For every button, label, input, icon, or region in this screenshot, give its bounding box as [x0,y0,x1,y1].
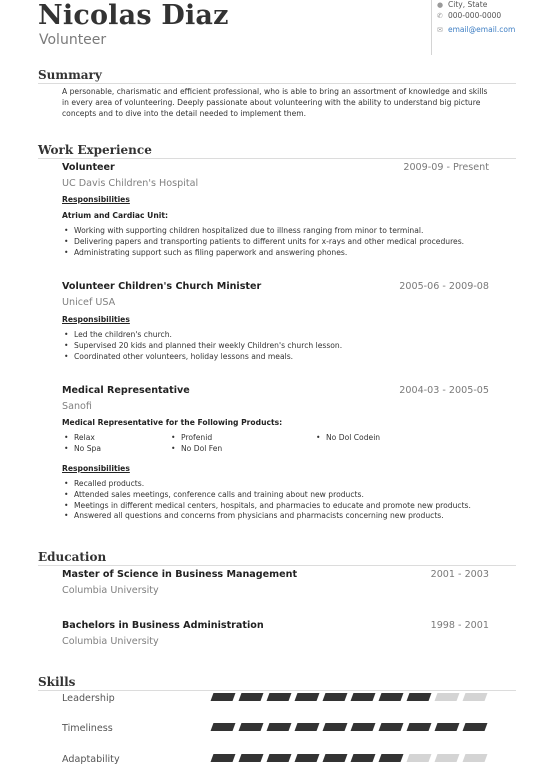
work-heading: Work Experience [38,143,152,157]
responsibilities-label: Responsibilities [62,464,130,473]
rating-segment-filled [295,723,320,731]
job-title: Volunteer Children's Church Minister [62,281,262,292]
job-employer: Sanofi [62,401,92,412]
job-title: Volunteer [62,162,115,173]
job-subheading: Atrium and Cardiac Unit: [62,211,169,220]
skill-rating-bar [212,693,492,702]
list-item: • Meetings in different medical centers, hospitals, and pharmacies to educate and promote new products. [62,501,492,512]
list-item: • Attended sales meetings, conference calls and training about new products. [62,490,492,501]
product-item: • Relax [62,433,95,444]
rating-segment-filled [379,754,404,762]
list-item: • Answered all questions and concerns from physicians and pharmacists concerning new products. [62,511,492,522]
responsibilities-label: Responsibilities [62,195,130,204]
rating-segment-empty [435,754,460,762]
skill-rating-bar [212,723,492,732]
skill-label: Timeliness [62,723,113,734]
rating-segment-filled [211,754,236,762]
rating-segment-filled [379,693,404,701]
candidate-role: Volunteer [39,32,107,48]
summary-text: A personable, charismatic and efficient professional, who is able to bring an assortment of knowledge and skills in every area of volunteering. Deeply passionate about volunteering with the ability to understand big picture concepts and to dive into the detail needed to implement them. [62,87,488,118]
rating-segment-filled [407,693,432,701]
rating-segment-filled [267,693,292,701]
rating-segment-filled [463,723,488,731]
phone-text: 000-000-0000 [448,11,502,20]
rating-segment-filled [211,723,236,731]
rating-segment-filled [351,754,376,762]
rating-segment-filled [435,723,460,731]
job-dates: 2005-06 - 2009-08 [399,281,489,292]
job-subheading: Medical Representative for the Following Products: [62,418,283,427]
job-employer: UC Davis Children's Hospital [62,178,199,189]
list-item: • Led the children's church. [62,330,492,341]
summary-divider [38,83,516,84]
rating-segment-filled [239,754,264,762]
rating-segment-filled [323,693,348,701]
list-item: • Delivering papers and transporting patients to different units for x-rays and other medical procedures. [62,237,492,248]
rating-segment-empty [407,754,432,762]
education-heading: Education [38,550,107,564]
work-divider [38,158,516,159]
responsibilities-label: Responsibilities [62,315,130,324]
email-link[interactable]: email@email.com [448,25,516,34]
contact-block [431,0,546,55]
skill-label: Adaptability [62,754,120,765]
product-item: • Profenid [169,433,212,444]
product-item: • No Dol Fen [169,444,222,455]
job-employer: Unicef USA [62,297,116,308]
rating-segment-filled [295,754,320,762]
product-item: • No Dol Codein [314,433,380,444]
rating-segment-filled [351,693,376,701]
phone-icon: ✆ [437,12,443,20]
rating-segment-filled [351,723,376,731]
skill-rating-bar [212,754,492,763]
job-dates: 2009-09 - Present [403,162,489,173]
list-item: • Supervised 20 kids and planned their weekly Children's church lesson. [62,341,492,352]
rating-segment-filled [323,754,348,762]
degree-title: Bachelors in Business Administration [62,620,264,631]
degree-dates: 2001 - 2003 [430,569,489,580]
product-item: • No Spa [62,444,101,455]
rating-segment-filled [267,754,292,762]
contact-email[interactable] [436,24,546,36]
job-bullets [62,479,492,522]
skills-heading: Skills [38,675,76,689]
job-bullets [62,330,492,362]
skills-divider [38,690,516,691]
skill-label: Leadership [62,693,115,704]
list-item: • Administrating support such as filing paperwork and answering phones. [62,248,492,259]
rating-segment-filled [379,723,404,731]
job-title: Medical Representative [62,385,190,396]
job-bullets [62,226,492,258]
rating-segment-empty [463,754,488,762]
rating-segment-filled [295,693,320,701]
rating-segment-filled [211,693,236,701]
rating-segment-filled [407,723,432,731]
rating-segment-filled [267,723,292,731]
degree-title: Master of Science in Business Management [62,569,298,580]
job-dates: 2004-03 - 2005-05 [399,385,489,396]
degree-dates: 1998 - 2001 [430,620,489,631]
rating-segment-empty [463,693,488,701]
location-text: City, State [448,0,488,9]
rating-segment-filled [323,723,348,731]
list-item: • Recalled products. [62,479,492,490]
school-name: Columbia University [62,636,159,647]
summary-heading: Summary [38,68,102,82]
education-divider [38,565,516,566]
candidate-name: Nicolas Diaz [38,0,229,31]
list-item: • Coordinated other volunteers, holiday lessons and meals. [62,352,492,363]
rating-segment-empty [435,693,460,701]
list-item: • Working with supporting children hospitalized due to illness ranging from minor to terminal. [62,226,492,237]
rating-segment-filled [239,723,264,731]
contact-phone [436,10,546,22]
school-name: Columbia University [62,585,159,596]
rating-segment-filled [239,693,264,701]
envelope-icon: ✉ [437,26,443,34]
map-pin-icon: ● [437,1,444,9]
